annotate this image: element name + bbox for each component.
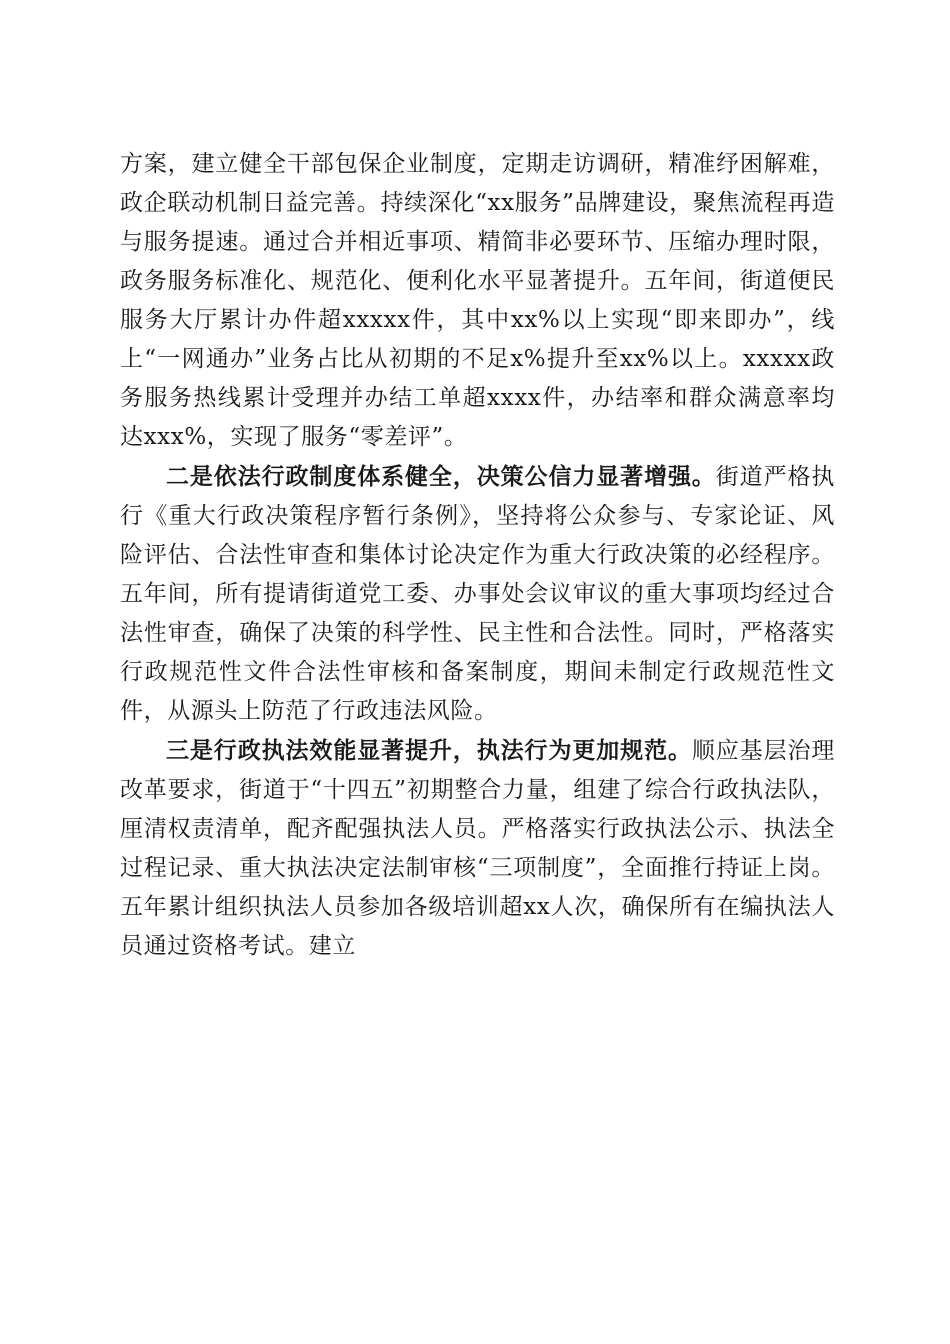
paragraph-2-text: 街道严格执行《重大行政决策程序暂行条例》，坚持将公众参与、专家论证、风险评估、合法性审查和集体讨论决定作为重大行政决策的必经程序。五年间，所有提请街道党工委、办事处会议审议的重大事项均经过合法性审查，确保了决策的科学性、民主性和合法性。同时，严格落实行政规范性文件合法性审核和备案制度，期间未制定行政规范性文件，从源头上防范了行政违法风险。 xyxy=(120,464,835,724)
paragraph-1 xyxy=(120,144,835,457)
paragraph-3 xyxy=(120,731,835,966)
document-body xyxy=(120,144,835,966)
paragraph-2 xyxy=(120,457,835,731)
paragraph-3-lead: 三是行政执法效能显著提升，执法行为更加规范。 xyxy=(166,737,692,764)
paragraph-3-text: 顺应基层治理改革要求，街道于“十四五”初期整合力量，组建了综合行政执法队，厘清权责清单，配齐配强执法人员。严格落实行政执法公示、执法全过程记录、重大执法决定法制审核“三项制度”，全面推行持证上岗。五年累计组织执法人员参加各级培训超xx人次，确保所有在编执法人员通过资格考试。建立 xyxy=(120,738,835,959)
paragraph-1-text: 方案，建立健全干部包保企业制度，定期走访调研，精准纾困解难，政企联动机制日益完善。持续深化“xx服务”品牌建设，聚焦流程再造与服务提速。通过合并相近事项、精简非必要环节、压缩办理时限，政务服务标准化、规范化、便利化水平显著提升。五年间，街道便民服务大厅累计办件超xxxxx件，其中xx%以上实现“即来即办”，线上“一网通办”业务占比从初期的不足x%提升至xx%以上。xxxxx政务服务热线累计受理并办结工单超xxxx件，办结率和群众满意率均达xxx%，实现了服务“零差评”。 xyxy=(120,151,835,450)
paragraph-2-lead: 二是依法行政制度体系健全，决策公信力显著增强。 xyxy=(166,463,716,490)
